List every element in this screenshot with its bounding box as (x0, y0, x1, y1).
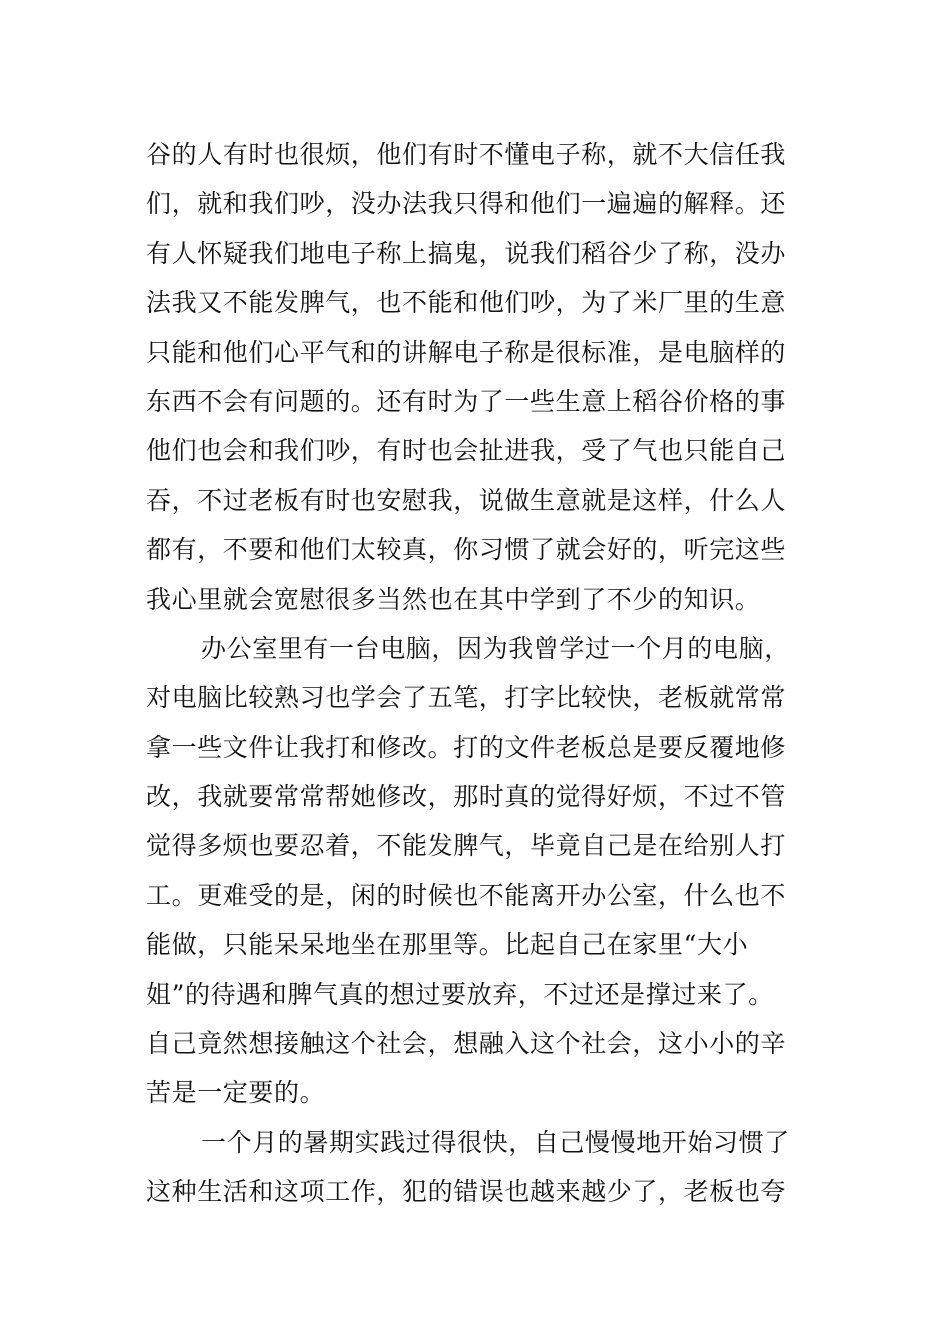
paragraph-1 (146, 130, 810, 624)
text-line: 能做，只能呆呆地坐在那里等。比起自己在家里“大小 (146, 930, 749, 960)
text-line: 改，我就要常常帮她修改，那时真的觉得好烦，不过不管 (146, 782, 787, 812)
document-body (146, 130, 810, 1217)
text-line: 们，就和我们吵，没办法我只得和他们一遍遍的解释。还 (146, 189, 787, 219)
text-line: 自己竟然想接触这个社会，想融入这个社会，这小小的辛 (146, 1029, 787, 1059)
text-line: 一个月的暑期实践过得很快，自己慢慢地开始习惯了 (201, 1127, 790, 1157)
text-line: 只能和他们心平气和的讲解电子称是很标准，是电脑样的 (146, 337, 787, 367)
text-line: 拿一些文件让我打和修改。打的文件老板总是要反覆地修 (146, 732, 787, 762)
text-line: 觉得多烦也要忍着，不能发脾气，毕竟自己是在给别人打 (146, 831, 787, 861)
text-line: 办公室里有一台电脑，因为我曾学过一个月的电脑， (201, 633, 790, 663)
text-line: 工。更难受的是，闲的时候也不能离开办公室，什么也不 (146, 880, 787, 910)
text-line: 都有，不要和他们太较真，你习惯了就会好的，听完这些 (146, 535, 787, 565)
text-line: 谷的人有时也很烦，他们有时不懂电子称，就不大信任我 (146, 140, 787, 169)
text-line: 这种生活和这项工作，犯的错误也越来越少了，老板也夸 (146, 1177, 787, 1207)
text-line: 有人怀疑我们地电子称上搞鬼，说我们稻谷少了称，没办 (146, 238, 787, 268)
paragraph-3 (146, 1118, 810, 1217)
text-line: 我心里就会宽慰很多当然也在其中学到了不少的知识。 (146, 584, 761, 614)
text-line: 姐”的待遇和脾气真的想过要放弃，不过还是撑过来了。 (146, 979, 774, 1009)
text-line: 对电脑比较熟习也学会了五笔，打字比较快，老板就常常 (146, 683, 787, 713)
text-line: 苦是一定要的。 (146, 1078, 326, 1108)
text-line: 法我又不能发脾气，也不能和他们吵，为了米厂里的生意 (146, 288, 787, 318)
paragraph-2 (146, 624, 810, 1118)
text-line: 吞，不过老板有时也安慰我，说做生意就是这样，什么人 (146, 485, 787, 515)
text-line: 东西不会有问题的。还有时为了一些生意上稻谷价格的事 (146, 386, 787, 416)
text-line: 他们也会和我们吵，有时也会扯进我，受了气也只能自己 (146, 436, 787, 466)
